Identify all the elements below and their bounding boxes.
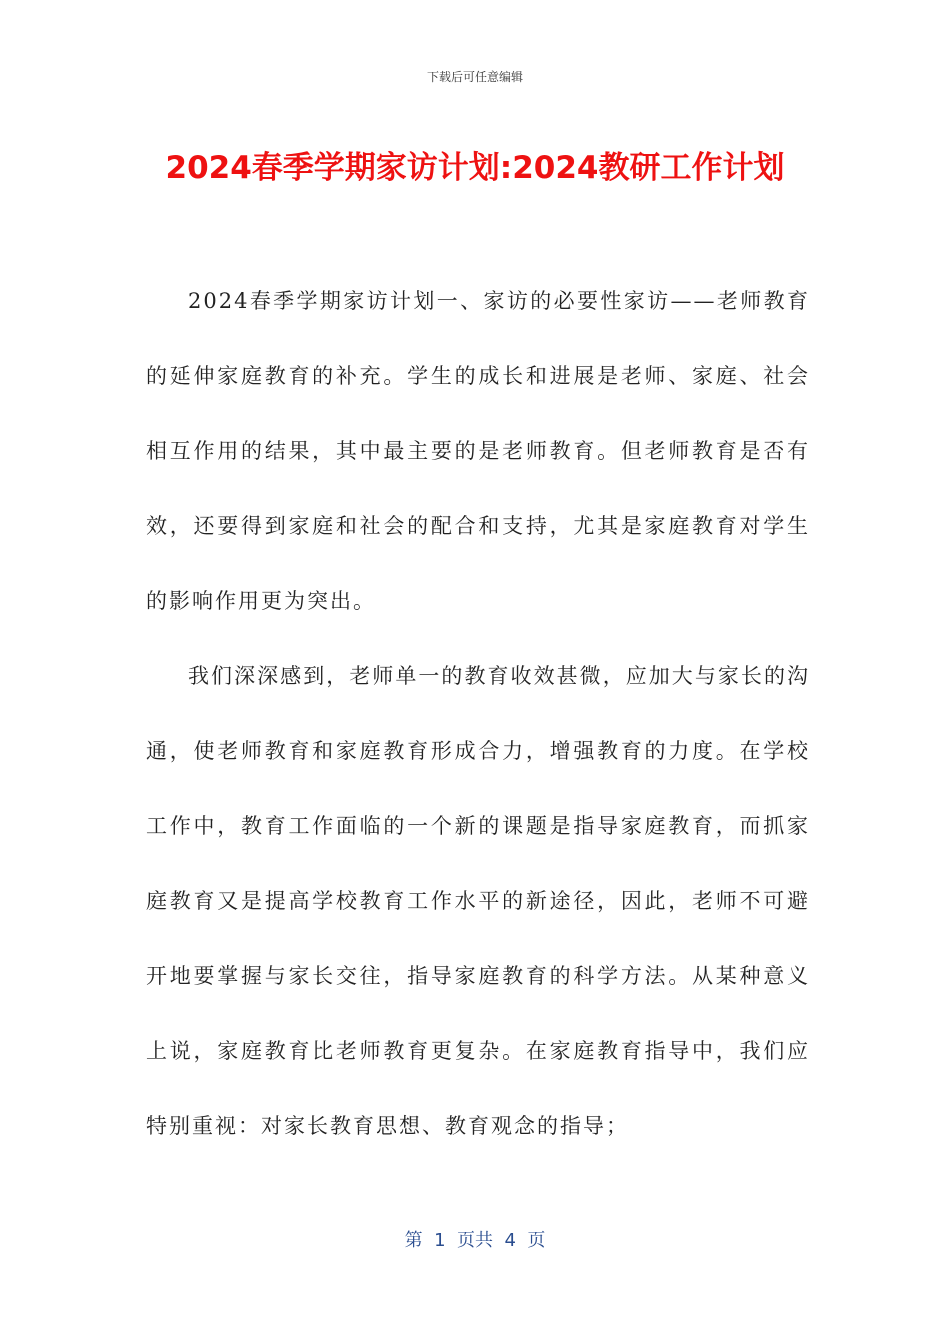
header-note: 下载后可任意编辑 — [426, 70, 523, 84]
document-title: 2024春季学期家访计划:2024教研工作计划 — [165, 150, 785, 186]
paragraph-1: 2024春季学期家访计划一、家访的必要性家访——老师教育的延伸家庭教育的补充。学生的成长和进展是老师、家庭、社会相互作用的结果，其中最主要的是老师教育。但老师教育是否有效，还要得到家庭和社会的配合和支持，尤其是家庭教育对学生的影响作用更为突出。 — [146, 289, 810, 613]
document-body — [146, 264, 810, 1164]
page-footer: 第 1 页共 4 页 — [404, 1230, 546, 1251]
paragraph-2: 我们深深感到，老师单一的教育收效甚微，应加大与家长的沟通，使老师教育和家庭教育形成合力，增强教育的力度。在学校工作中，教育工作面临的一个新的课题是指导家庭教育，而抓家庭教育又是提高学校教育工作水平的新途径，因此，老师不可避开地要掌握与家长交往，指导家庭教育的科学方法。从某种意义上说，家庭教育比老师教育更复杂。在家庭教育指导中，我们应特别重视：对家长教育思想、教育观念的指导； — [146, 664, 810, 1138]
